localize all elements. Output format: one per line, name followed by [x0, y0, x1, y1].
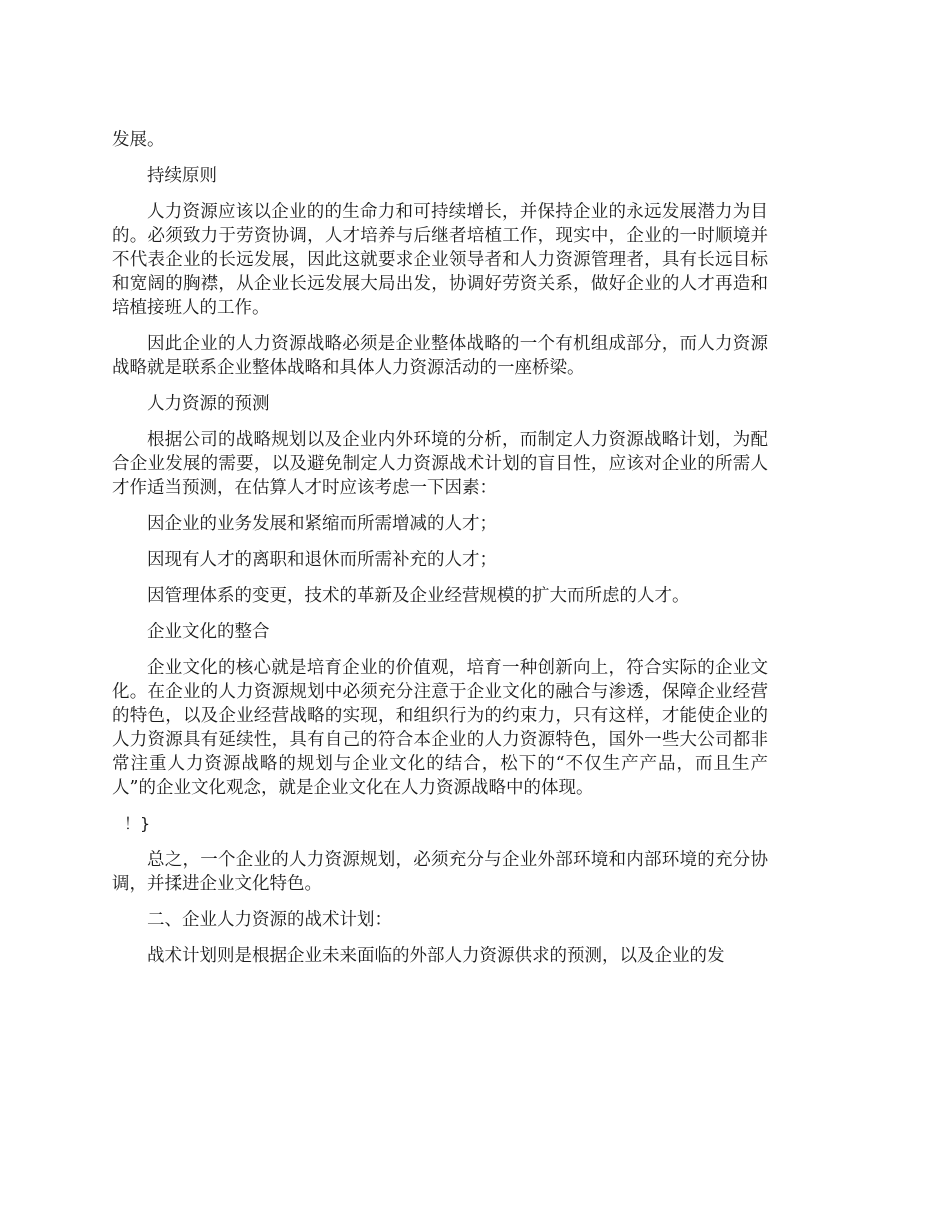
paragraph-forecast: 根据公司的战略规划以及企业内外环境的分析，而制定人力资源战略计划，为配合企业发展的需要，以及避免制定人力资源战术计划的盲目性，应该对企业的所需人才作适当预测，在估算人才时应该考虑一下因素： [112, 430, 768, 498]
list-item-turnover: 因现有人才的离职和退休而所需补充的人才； [147, 550, 497, 570]
paragraph-culture: 企业文化的核心就是培育企业的价值观，培育一种创新向上，符合实际的企业文化。在企业的人力资源规划中必须充分注意于企业文化的融合与渗透，保障企业经营的特色，以及企业经营战略的实现，和组织行为的约束力，只有这样，才能使企业的人力资源具有延续性，具有自己的符合本企业的人力资源特色，国外一些大公司都非常注重人力资源战略的规划与企业文化的结合，松下的“不仅生产产品，而且生产人”的企业文化观念，就是企业文化在人力资源战略中的体现。 [112, 658, 768, 798]
section-heading-culture: 企业文化的整合 [147, 622, 270, 642]
list-item-management-change: 因管理体系的变更，技术的革新及企业经营规模的扩大而所虑的人才。 [147, 586, 690, 606]
paragraph-strategy-bridge: 因此企业的人力资源战略必须是企业整体战略的一个有机组成部分，而人力资源战略就是联系企业整体战略和具体人力资源活动的一座桥梁。 [112, 334, 768, 378]
list-item-business-change: 因企业的业务发展和紧缩而所需增减的人才； [147, 514, 497, 534]
section-heading-tactical-plan: 二、企业人力资源的战术计划： [147, 910, 392, 930]
section-heading-sustainability: 持续原则 [147, 166, 217, 186]
paragraph-continuation: 发展。 [112, 130, 165, 150]
document-page [112, 128, 768, 980]
paragraph-tactical-plan: 战术计划则是根据企业未来面临的外部人力资源供求的预测，以及企业的发 [147, 946, 725, 966]
paragraph-conclusion: 总之，一个企业的人力资源规划，必须充分与企业外部环境和内部环境的充分协调，并揉进企业文化特色。 [112, 850, 768, 894]
stray-mark: ！} [124, 814, 151, 833]
section-heading-forecast: 人力资源的预测 [147, 394, 270, 414]
paragraph-sustainability: 人力资源应该以企业的的生命力和可持续增长，并保持企业的永远发展潜力为目的。必须致力于劳资协调，人才培养与后继者培植工作，现实中，企业的一时顺境并不代表企业的长远发展，因此这就要求企业领导者和人力资源管理者，具有长远目标和宽阔的胸襟，从企业长远发展大局出发，协调好劳资关系，做好企业的人才再造和培植接班人的工作。 [112, 202, 768, 318]
